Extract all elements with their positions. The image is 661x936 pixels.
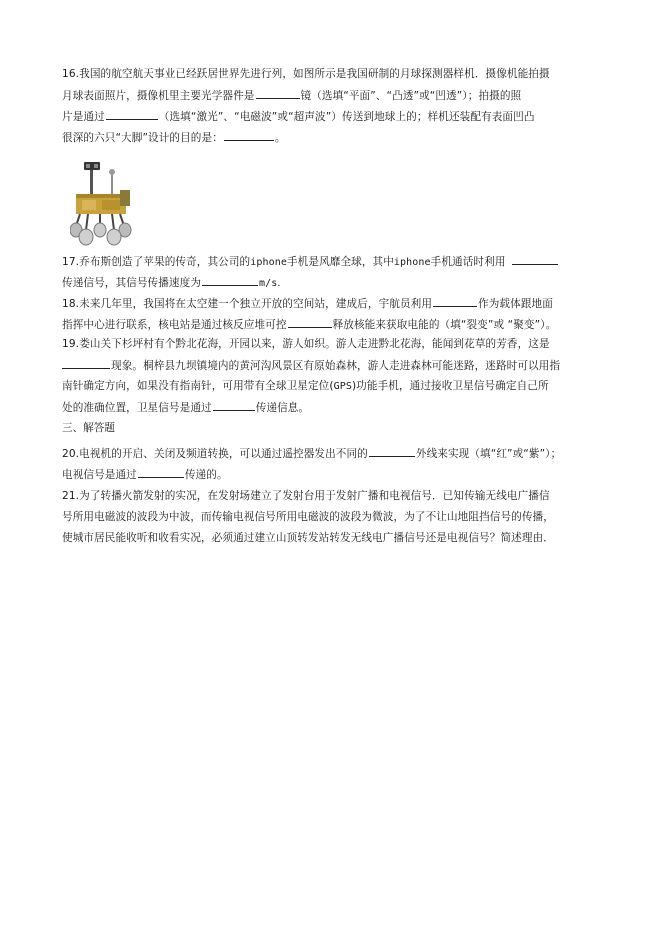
q21-line-2: 号所用电磁波的波段为中波，而传输电视信号所用电磁波的波段为微波，为了不让山地阻挡信号的传播， <box>62 511 554 523</box>
q20-line-1: 20.电视机的开启、关闭及频道转换，可以通过遥控器发出不同的 外线来实现（填“红”或“紫”）； <box>62 443 602 464</box>
answer-blank[interactable] <box>138 464 184 478</box>
question-19 <box>62 334 602 418</box>
q21-line-1: 21.为了转播火箭发射的实况，在发射场建立了发射台用于发射广播和电视信号．已知传输无线电广播信 <box>62 490 550 502</box>
answer-blank[interactable] <box>369 443 415 457</box>
answer-blank[interactable] <box>106 106 158 120</box>
question-20 <box>62 443 602 485</box>
question-18 <box>62 293 602 335</box>
answer-blank[interactable] <box>213 397 255 411</box>
q16-line-1: 16.我国的航空航天事业已经跃居世界先进行列，如图所示是我国研制的月球探测器样机．摄像机能拍摄 <box>62 68 550 80</box>
q20-line-2: 电视信号是通过 传递的。 <box>62 464 602 485</box>
q21-line-3: 使城市居民能收听和收看实况，必须通过建立山顶转发站转发无线电广播信号还是电视信号？简述理由． <box>62 532 554 544</box>
q17-line-2: 传递信号，其信号传播速度为 m/s． <box>62 272 602 293</box>
answer-blank[interactable] <box>288 314 332 328</box>
answer-blank[interactable] <box>512 251 558 265</box>
q16-line-2: 月球表面照片，摄像机里主要光学器件是 镜（选填“平面”、“凸透”或“凹透”）；拍摄的照 <box>62 85 602 106</box>
section-title: 三、解答题 <box>62 422 115 434</box>
answer-blank[interactable] <box>433 293 477 307</box>
answer-blank[interactable] <box>256 85 300 99</box>
question-16 <box>62 64 602 148</box>
q18-line-2: 指挥中心进行联系，核电站是通过核反应堆可控 释放核能来获取电能的（填“裂变”或 “聚变”）。 <box>62 314 602 335</box>
q19-line-1: 19.娄山关下杉坪村有个黔北花海，开园以来，游人如织。游人走进黔北花海，能闻到花草的芳香，这是 <box>62 338 550 350</box>
q19-line-3: 南针确定方向，如果没有指南针，可用带有全球卫星定位(GPS)功能手机，通过接收卫星信号确定自己所 <box>62 380 549 392</box>
question-21 <box>62 486 602 549</box>
q19-line-4: 处的准确位置，卫星信号是通过 传递信息。 <box>62 397 602 418</box>
answer-blank[interactable] <box>202 272 258 286</box>
q17-line-1: 17.乔布斯创造了苹果的传奇，其公司的iphone手机是风靡全球，其中iphone手机通话时利用 <box>62 251 602 272</box>
answer-blank[interactable] <box>224 127 274 141</box>
q16-line-3: 片是通过 （选填“激光”、“电磁波”或“超声波”）传送到地球上的；样机还装配有表面凹凸 <box>62 106 602 127</box>
answer-blank[interactable] <box>62 355 110 369</box>
q18-line-1: 18.未来几年里，我国将在太空建一个独立开放的空间站，建成后，宇航员利用 作为载体跟地面 <box>62 293 602 314</box>
lunar-rover-image <box>70 160 132 246</box>
q16-line-4: 很深的六只“大脚”设计的目的是： 。 <box>62 127 602 148</box>
question-17 <box>62 251 602 293</box>
q19-line-2: 现象。桐梓县九坝镇境内的黄河沟风景区有原始森林，游人走进森林可能迷路，迷路时可以用指 <box>62 355 602 376</box>
